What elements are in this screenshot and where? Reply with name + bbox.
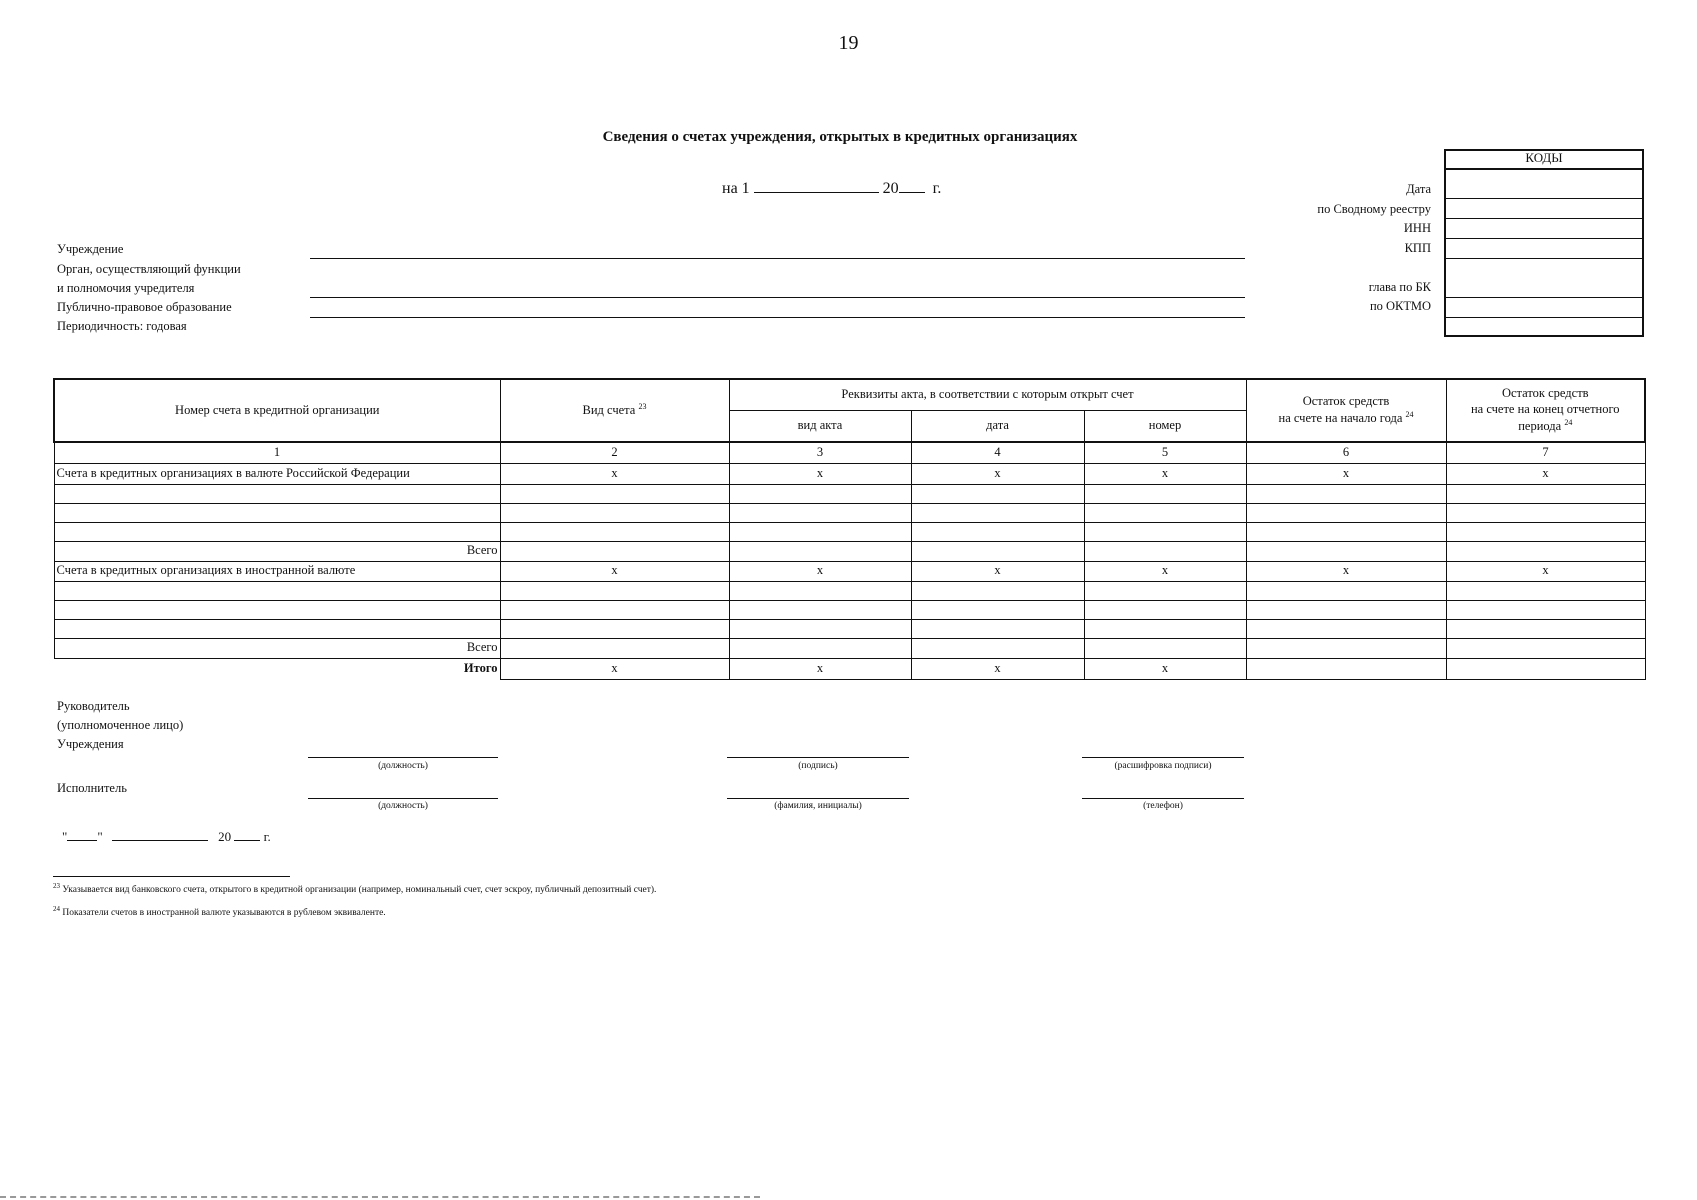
table-cell[interactable]: [911, 503, 1084, 522]
report-date-suffix: г.: [932, 180, 942, 197]
table-row[interactable]: [54, 503, 1645, 522]
not-applicable-mark: х: [911, 658, 1084, 679]
section-row-foreign: [54, 561, 1645, 581]
public-entity-line[interactable]: [310, 317, 1245, 318]
table-cell[interactable]: [1446, 522, 1645, 541]
table-cell[interactable]: [1246, 503, 1446, 522]
codes-label-date: Дата: [1406, 182, 1431, 196]
table-cell[interactable]: [500, 541, 729, 561]
subtotal-row-foreign: [54, 638, 1645, 658]
table-cell[interactable]: [1246, 619, 1446, 638]
not-applicable-mark: х: [911, 463, 1084, 484]
table-cell[interactable]: [911, 581, 1084, 600]
public-entity-label: Публично-правовое образование: [57, 300, 232, 314]
footnote-divider: [53, 876, 290, 877]
executor-position-line[interactable]: [308, 798, 498, 799]
head-position-line[interactable]: [308, 757, 498, 758]
executor-phone-line[interactable]: [1082, 798, 1244, 799]
institution-line[interactable]: [310, 258, 1245, 259]
sign-date-year-prefix: 20: [218, 829, 232, 844]
head-label-line1: Руководитель: [57, 699, 130, 713]
table-cell[interactable]: [729, 503, 911, 522]
table-row[interactable]: [54, 600, 1645, 619]
head-label-line2: (уполномоченное лицо): [57, 718, 184, 732]
not-applicable-mark: х: [500, 658, 729, 679]
table-cell[interactable]: [1084, 541, 1246, 561]
executor-phone-caption: (телефон): [1143, 801, 1183, 811]
table-cell[interactable]: [1246, 581, 1446, 600]
not-applicable-mark: х: [1084, 463, 1246, 484]
header-act-details: Реквизиты акта, в соответствии с которым открыт счет: [729, 379, 1246, 410]
table-cell[interactable]: [1246, 638, 1446, 658]
report-date-year-prefix: 20: [882, 180, 899, 197]
codes-box: [1444, 149, 1644, 337]
executor-position-caption: (должность): [378, 801, 428, 811]
founder-label-line1: Орган, осуществляющий функции: [57, 262, 241, 276]
table-cell[interactable]: [54, 600, 500, 619]
table-cell[interactable]: [54, 503, 500, 522]
not-applicable-mark: х: [1246, 463, 1446, 484]
table-cell[interactable]: [729, 600, 911, 619]
section-row-rub: [54, 463, 1645, 484]
header-balance-end: Остаток средств на счете на конец отчетного периода $^{24}$: [1446, 379, 1645, 442]
head-label-line3: Учреждения: [57, 737, 124, 751]
section-label-foreign: Счета в кредитных организациях в иностранной валюте: [54, 561, 500, 581]
codes-label-bk: глава по БК: [1368, 280, 1431, 294]
table-cell[interactable]: [729, 638, 911, 658]
sign-date-quote: ": [97, 829, 103, 844]
column-number: 6: [1246, 442, 1446, 463]
sign-date-day-blank[interactable]: [67, 828, 97, 841]
document-title: Сведения о счетах учреждения, открытых в кредитных организациях: [602, 129, 1078, 145]
head-decoding-line[interactable]: [1082, 757, 1244, 758]
column-number: 5: [1084, 442, 1246, 463]
codes-label-kpp: КПП: [1404, 241, 1431, 255]
codes-row-divider: [1444, 317, 1644, 318]
subtotal-label: Всего: [54, 541, 500, 561]
table-cell[interactable]: [54, 619, 500, 638]
table-row[interactable]: [54, 484, 1645, 503]
table-cell[interactable]: [1446, 541, 1645, 561]
table-cell[interactable]: [500, 619, 729, 638]
head-signature-caption: (подпись): [798, 761, 838, 771]
column-number: 3: [729, 442, 911, 463]
founder-line[interactable]: [310, 297, 1245, 298]
table-row[interactable]: [54, 619, 1645, 638]
founder-label-line2: и полномочия учредителя: [57, 281, 195, 295]
subtotal-row-rub: [54, 541, 1645, 561]
table-cell[interactable]: [729, 541, 911, 561]
table-cell[interactable]: [500, 581, 729, 600]
total-label: Итого: [54, 658, 500, 679]
sign-date-suffix: г.: [263, 829, 271, 844]
codes-row-divider: [1444, 258, 1644, 259]
executor-name-caption: (фамилия, инициалы): [774, 801, 862, 811]
column-number: 1: [54, 442, 500, 463]
header-act-date: дата: [911, 410, 1084, 442]
table-cell[interactable]: [54, 522, 500, 541]
table-cell[interactable]: [1084, 522, 1246, 541]
table-cell[interactable]: [1446, 638, 1645, 658]
table-cell[interactable]: [729, 581, 911, 600]
not-applicable-mark: х: [500, 463, 729, 484]
codes-label-inn: ИНН: [1403, 221, 1431, 235]
table-cell[interactable]: [1246, 600, 1446, 619]
not-applicable-mark: х: [1446, 561, 1645, 581]
head-position-caption: (должность): [378, 761, 428, 771]
footnote-23: $^{23}$ Указывается вид банковского счета, открытого в кредитной организации (например, номинальный счет, счет эскроу, публичный депозитный счет).: [53, 882, 657, 896]
header-account-type: Вид счета $^{23}$: [500, 379, 729, 442]
codes-row-divider: [1444, 168, 1644, 170]
not-applicable-mark: х: [911, 561, 1084, 581]
not-applicable-mark: х: [729, 658, 911, 679]
table-cell[interactable]: [500, 638, 729, 658]
table-cell[interactable]: [911, 522, 1084, 541]
scan-edge-artifact: [0, 1196, 760, 1198]
table-cell[interactable]: [1246, 522, 1446, 541]
table-row[interactable]: [54, 581, 1645, 600]
sign-date-year-blank[interactable]: [234, 828, 260, 841]
table-cell[interactable]: [1446, 600, 1645, 619]
column-number-row: [54, 442, 1645, 463]
sign-date-quote: ": [62, 829, 68, 844]
table-cell[interactable]: [911, 600, 1084, 619]
report-date-year-blank[interactable]: [899, 178, 925, 193]
not-applicable-mark: х: [729, 561, 911, 581]
table-cell[interactable]: [500, 484, 729, 503]
codes-heading: КОДЫ: [1525, 150, 1563, 165]
table-cell[interactable]: [1084, 619, 1246, 638]
subtotal-label: Всего: [54, 638, 500, 658]
report-date-day-month-blank[interactable]: [754, 178, 879, 193]
section-label-rub: Счета в кредитных организациях в валюте Российской Федерации: [54, 463, 500, 484]
table-cell[interactable]: [1084, 503, 1246, 522]
header-balance-start: Остаток средств на счете на начало года $^{24}$: [1246, 379, 1446, 442]
report-date-prefix: на 1: [722, 180, 750, 197]
table-cell[interactable]: [54, 581, 500, 600]
codes-label-registry: по Сводному реестру: [1317, 202, 1431, 216]
header-act-number: номер: [1084, 410, 1246, 442]
table-cell[interactable]: [1446, 503, 1645, 522]
not-applicable-mark: х: [500, 561, 729, 581]
total-row: [54, 658, 1645, 679]
column-number: 2: [500, 442, 729, 463]
table-cell[interactable]: [500, 522, 729, 541]
page-number: 19: [838, 32, 859, 54]
report-date: [722, 178, 941, 198]
executor-name-line[interactable]: [727, 798, 909, 799]
head-decoding-caption: (расшифровка подписи): [1114, 761, 1212, 771]
not-applicable-mark: х: [1246, 561, 1446, 581]
table-cell[interactable]: [729, 619, 911, 638]
table-cell[interactable]: [1446, 619, 1645, 638]
not-applicable-mark: х: [729, 463, 911, 484]
header-account-number: Номер счета в кредитной организации: [54, 379, 500, 442]
table-cell[interactable]: [911, 619, 1084, 638]
sign-date-month-blank[interactable]: [112, 828, 208, 841]
not-applicable-mark: х: [1446, 463, 1645, 484]
codes-row-divider: [1444, 198, 1644, 199]
table-cell[interactable]: [1084, 638, 1246, 658]
table-cell[interactable]: [911, 541, 1084, 561]
total-balance-start-cell[interactable]: [1246, 658, 1446, 679]
codes-row-divider: [1444, 297, 1644, 298]
institution-label: Учреждение: [57, 242, 124, 256]
table-cell[interactable]: [1084, 581, 1246, 600]
footnote-24: $^{24}$ Показатели счетов в иностранной валюте указываются в рублевом эквиваленте.: [53, 905, 386, 919]
total-balance-end-cell[interactable]: [1446, 658, 1645, 679]
table-cell[interactable]: [54, 484, 500, 503]
table-cell[interactable]: [500, 600, 729, 619]
table-row[interactable]: [54, 522, 1645, 541]
executor-label: Исполнитель: [57, 781, 127, 795]
codes-label-oktmo: по ОКТМО: [1369, 299, 1431, 313]
table-cell[interactable]: [911, 638, 1084, 658]
table-cell[interactable]: [1084, 484, 1246, 503]
table-cell[interactable]: [911, 484, 1084, 503]
table-cell[interactable]: [1246, 484, 1446, 503]
not-applicable-mark: х: [1084, 658, 1246, 679]
not-applicable-mark: х: [1084, 561, 1246, 581]
table-cell[interactable]: [1446, 484, 1645, 503]
table-cell[interactable]: [729, 484, 911, 503]
codes-row-divider: [1444, 218, 1644, 219]
table-cell[interactable]: [1446, 581, 1645, 600]
table-cell[interactable]: [1084, 600, 1246, 619]
table-cell[interactable]: [729, 522, 911, 541]
table-cell[interactable]: [1246, 541, 1446, 561]
periodicity-label: Периодичность: годовая: [57, 319, 187, 333]
column-number: 4: [911, 442, 1084, 463]
header-act-type: вид акта: [729, 410, 911, 442]
head-signature-line[interactable]: [727, 757, 909, 758]
sign-date: [62, 828, 271, 845]
table-cell[interactable]: [500, 503, 729, 522]
codes-row-divider: [1444, 238, 1644, 239]
accounts-table: [53, 378, 1646, 680]
column-number: 7: [1446, 442, 1645, 463]
